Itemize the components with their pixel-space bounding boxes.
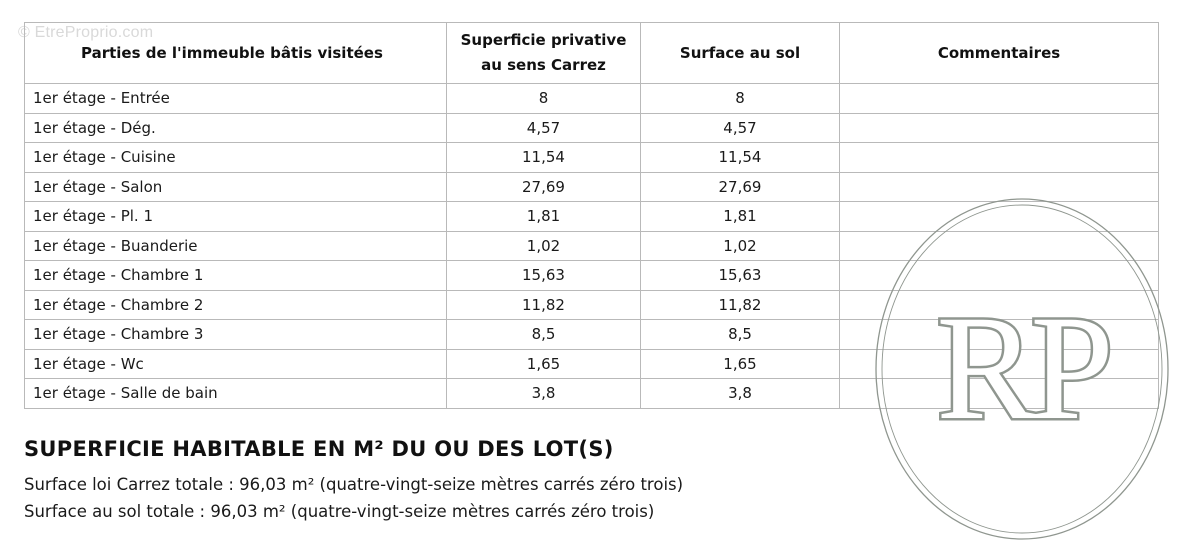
row-sol-value: 3,8 — [641, 379, 840, 409]
carrez-total-text: Surface loi Carrez totale : 96,03 m² (quatre-vingt-seize mètres carrés zéro trois) — [24, 475, 684, 494]
row-label: 1er étage - Pl. 1 — [25, 202, 447, 232]
header-carrez-line1: Superficie privative — [460, 31, 627, 49]
header-surface-sol: Surface au sol — [641, 23, 840, 84]
row-sol-value: 4,57 — [641, 113, 840, 143]
row-label: 1er étage - Salle de bain — [25, 379, 447, 409]
summary-title: SUPERFICIE HABITABLE EN M² DU OU DES LOT(S) — [24, 437, 614, 461]
row-label: 1er étage - Entrée — [25, 84, 447, 114]
row-sol-value: 1,02 — [641, 231, 840, 261]
row-label: 1er étage - Dég. — [25, 113, 447, 143]
header-commentaires: Commentaires — [840, 23, 1159, 84]
row-carrez-value: 1,81 — [447, 202, 641, 232]
sol-total-text: Surface au sol totale : 96,03 m² (quatre-vingt-seize mètres carrés zéro trois) — [24, 502, 655, 521]
table-row — [25, 84, 1159, 114]
row-label: 1er étage - Chambre 2 — [25, 290, 447, 320]
rp-monogram: RP — [936, 285, 1108, 451]
rp-seal-logo — [872, 196, 1172, 542]
table-header-row — [25, 23, 1159, 84]
row-sol-value: 27,69 — [641, 172, 840, 202]
row-label: 1er étage - Chambre 3 — [25, 320, 447, 350]
row-comment — [840, 113, 1159, 143]
header-carrez-line2: au sens Carrez — [481, 56, 606, 74]
row-sol-value: 1,81 — [641, 202, 840, 232]
row-carrez-value: 1,02 — [447, 231, 641, 261]
row-carrez-value: 1,65 — [447, 349, 641, 379]
row-carrez-value: 8 — [447, 84, 641, 114]
header-parties: Parties de l'immeuble bâtis visitées — [25, 23, 447, 84]
row-sol-value: 8,5 — [641, 320, 840, 350]
row-carrez-value: 3,8 — [447, 379, 641, 409]
header-carrez — [447, 23, 641, 84]
row-carrez-value: 27,69 — [447, 172, 641, 202]
table-row — [25, 113, 1159, 143]
row-sol-value: 15,63 — [641, 261, 840, 291]
row-sol-value: 11,82 — [641, 290, 840, 320]
row-comment — [840, 84, 1159, 114]
watermark-text: © EtreProprio.com — [18, 24, 154, 41]
row-comment — [840, 143, 1159, 173]
row-carrez-value: 15,63 — [447, 261, 641, 291]
row-carrez-value: 8,5 — [447, 320, 641, 350]
row-sol-value: 1,65 — [641, 349, 840, 379]
row-label: 1er étage - Cuisine — [25, 143, 447, 173]
row-carrez-value: 4,57 — [447, 113, 641, 143]
row-carrez-value: 11,54 — [447, 143, 641, 173]
row-sol-value: 8 — [641, 84, 840, 114]
row-label: 1er étage - Buanderie — [25, 231, 447, 261]
row-label: 1er étage - Chambre 1 — [25, 261, 447, 291]
row-label: 1er étage - Salon — [25, 172, 447, 202]
table-row — [25, 143, 1159, 173]
row-carrez-value: 11,82 — [447, 290, 641, 320]
row-label: 1er étage - Wc — [25, 349, 447, 379]
row-sol-value: 11,54 — [641, 143, 840, 173]
